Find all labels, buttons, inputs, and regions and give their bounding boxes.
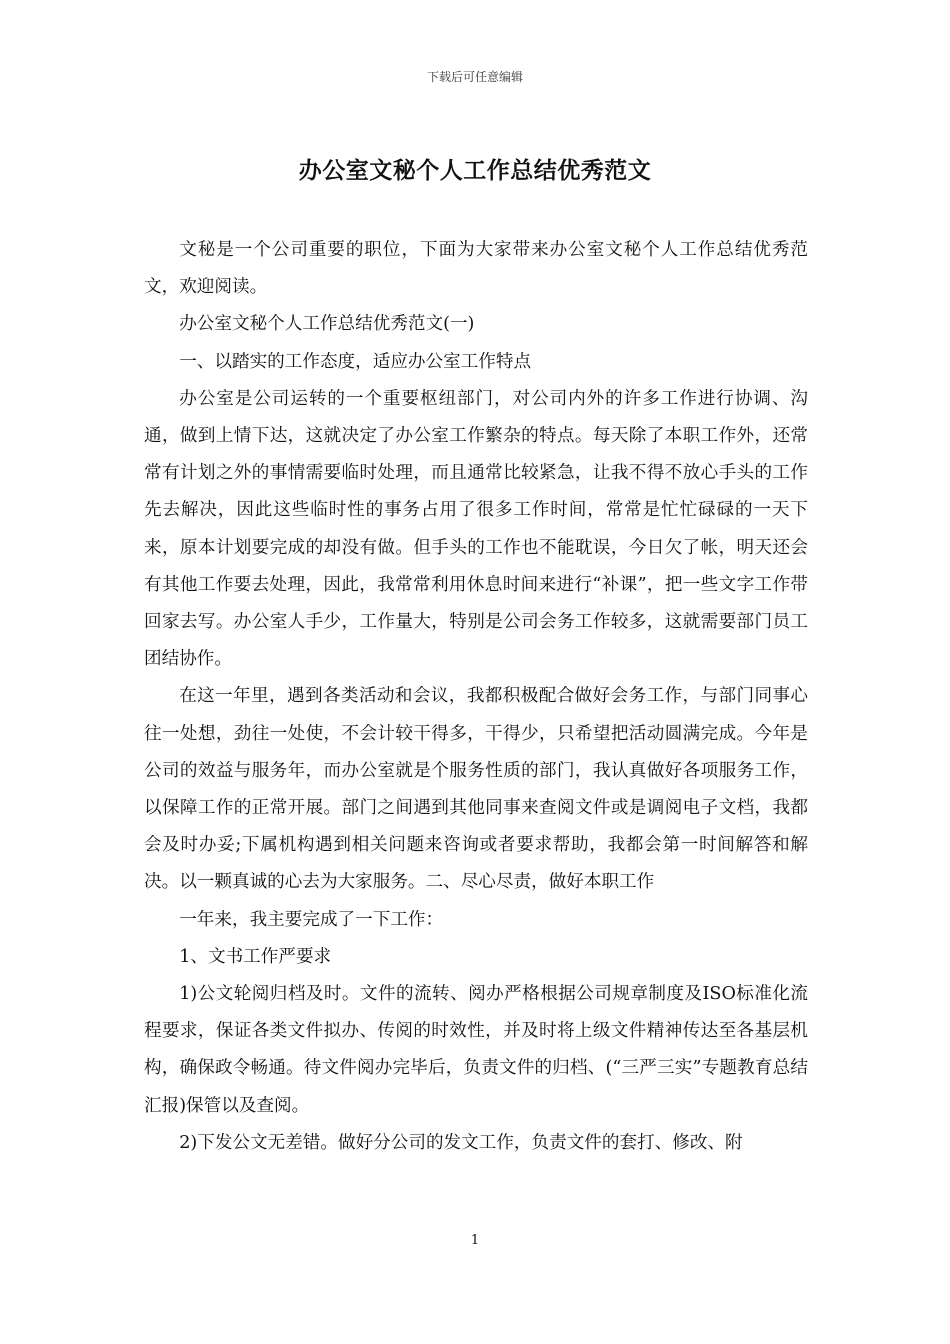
paragraph-section-heading: 办公室文秘个人工作总结优秀范文(一) (179, 314, 475, 335)
paragraph: 在这一年里，遇到各类活动和会议，我都积极配合做好会务工作，与部门同事心往一处想，劲往一处使，不会计较干得多，干得少，只希望把活动圆满完成。今年是公司的效益与服务年，而办公室就是个服务性质的部门，我认真做好各项服务工作，以保障工作的正常开展。部门之间遇到其他同事来查阅文件或是调阅电子文档，我都会及时办妥;下属机构遇到相关问题来咨询或者要求帮助，我都会第一时间解答和解决。以一颗真诚的心去为大家服务。二、尽心尽责，做好本职工作 (144, 686, 808, 893)
paragraph: 一年来，我主要完成了一下工作： (179, 909, 444, 930)
paragraph-subheading-1: 一、以踏实的工作态度，适应办公室工作特点 (179, 351, 532, 372)
paragraph-intro: 文秘是一个公司重要的职位，下面为大家带来办公室文秘个人工作总结优秀范文，欢迎阅读。 (144, 240, 808, 298)
body-text (144, 232, 808, 1162)
header-note: 下载后可任意编辑 (426, 70, 523, 84)
paragraph-item-heading: 1、文书工作严要求 (179, 946, 332, 967)
paragraph: 办公室是公司运转的一个重要枢纽部门，对公司内外的许多工作进行协调、沟通，做到上情下达，这就决定了办公室工作繁杂的特点。每天除了本职工作外，还常常有计划之外的事情需要临时处理，而且通常比较紧急，让我不得不放心手头的工作先去解决，因此这些临时性的事务占用了很多工作时间，常常是忙忙碌碌的一天下来，原本计划要完成的却没有做。但手头的工作也不能耽误，今日欠了帐，明天还会有其他工作要去处理，因此，我常常利用休息时间来进行“补课”，把一些文字工作带回家去写。办公室人手少，工作量大，特别是公司会务工作较多，这就需要部门员工团结协作。 (144, 388, 808, 670)
page-number: 1 (470, 1233, 480, 1248)
document-title: 办公室文秘个人工作总结优秀范文 (298, 157, 652, 184)
paragraph: 2)下发公文无差错。做好分公司的发文工作，负责文件的套打、修改、附 (179, 1132, 743, 1153)
paragraph: 1)公文轮阅归档及时。文件的流转、阅办严格根据公司规章制度及ISO标准化流程要求，保证各类文件拟办、传阅的时效性，并及时将上级文件精神传达至各基层机构，确保政令畅通。待文件阅办完毕后，负责文件的归档、(“三严三实”专题教育总结汇报)保管以及查阅。 (144, 984, 808, 1116)
